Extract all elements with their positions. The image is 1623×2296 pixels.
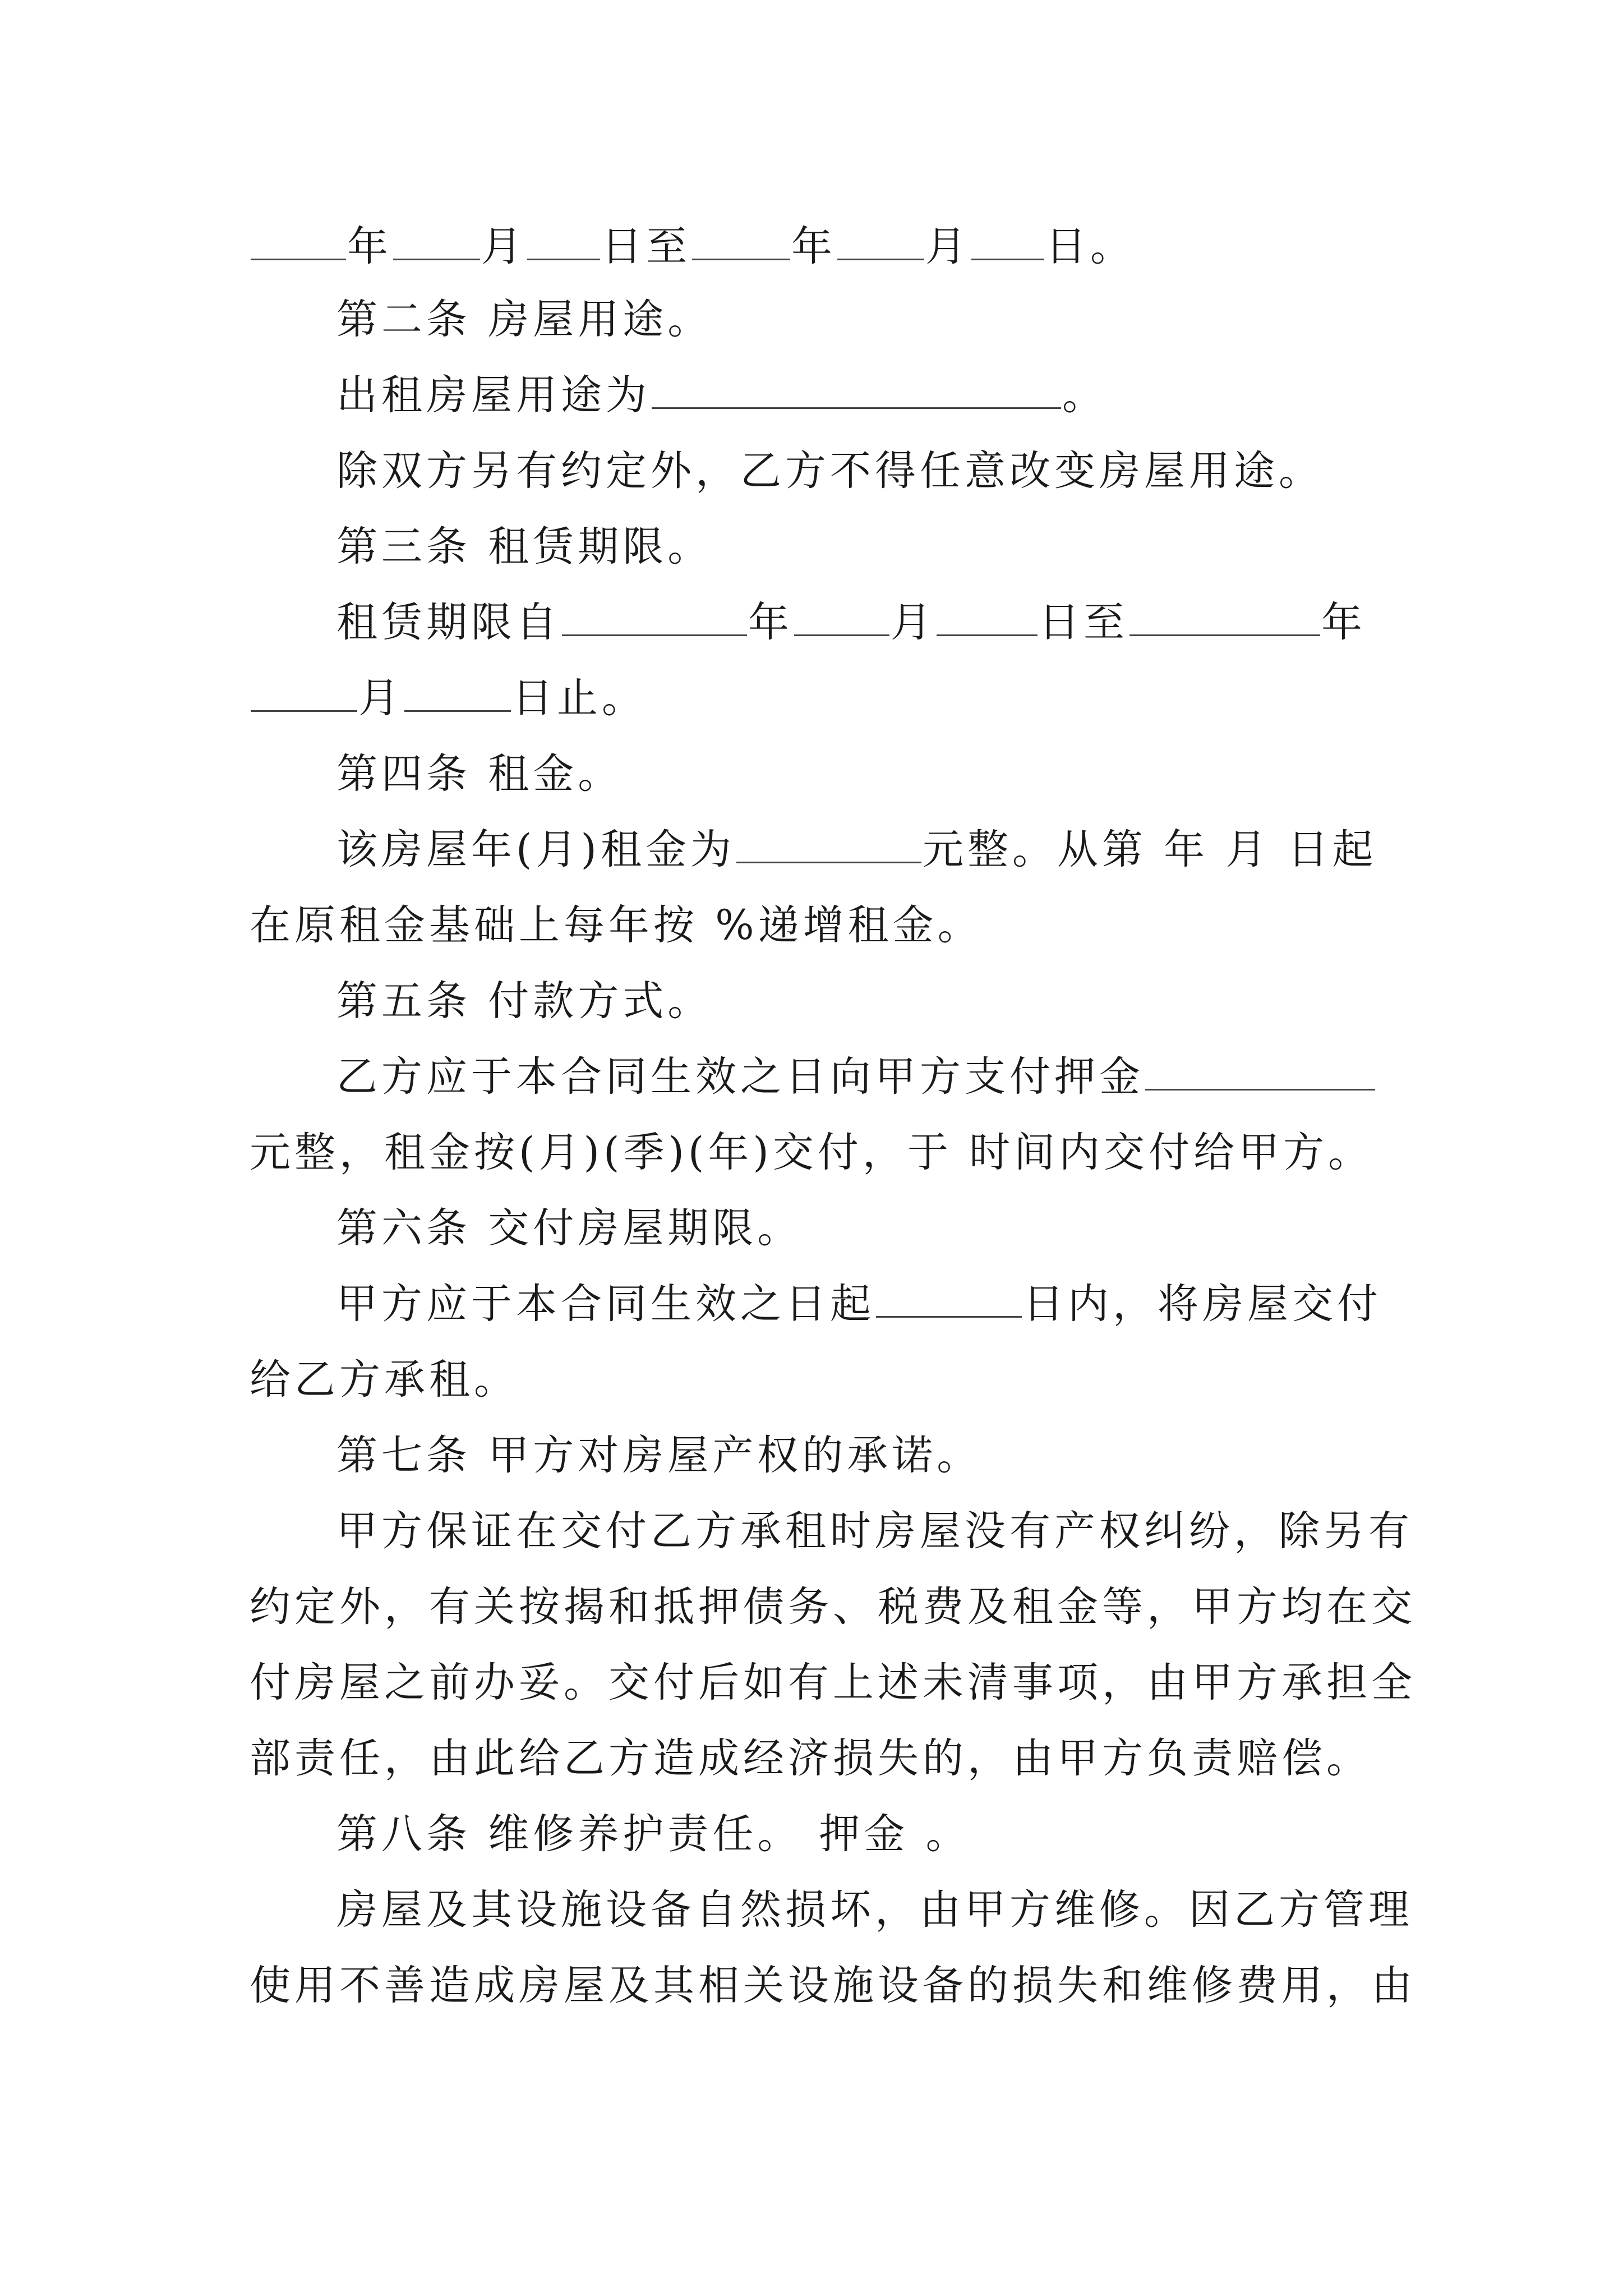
line-text: 年 xyxy=(347,223,392,270)
line-text: 第二条 房屋用途。 xyxy=(336,296,713,343)
line-text: 出租房屋用途为 xyxy=(336,371,651,419)
line-text: 月 xyxy=(925,223,970,270)
line-text: 年 xyxy=(1321,599,1366,646)
paragraph-line xyxy=(336,1049,1376,1105)
fill-in-blank xyxy=(837,224,924,260)
paragraph-line xyxy=(250,219,1135,275)
line-text: 月 xyxy=(481,223,526,270)
line-text: 日至 xyxy=(1039,599,1128,646)
paragraph-line xyxy=(336,1882,1413,1938)
line-text: 第三条 租赁期限。 xyxy=(336,523,713,570)
fill-in-blank xyxy=(736,827,921,863)
line-text: 日止。 xyxy=(512,674,647,722)
paragraph-line xyxy=(336,292,712,348)
fill-in-blank xyxy=(404,675,511,712)
line-text: 甲方保证在交付乙方承租时房屋没有产权纠纷，除另有 xyxy=(336,1507,1413,1555)
paragraph-line xyxy=(250,1731,1371,1787)
paragraph-line xyxy=(250,1655,1416,1711)
fill-in-blank xyxy=(652,372,1061,409)
paragraph-line xyxy=(336,1276,1382,1332)
line-text: 房屋及其设施设备自然损坏，由甲方维修。因乙方管理 xyxy=(336,1886,1413,1934)
fill-in-blank xyxy=(971,224,1044,260)
fill-in-blank xyxy=(251,675,357,712)
fill-in-blank xyxy=(527,224,600,260)
paragraph-line xyxy=(336,1428,981,1484)
line-text: 。 xyxy=(1062,371,1107,419)
paragraph-line xyxy=(250,898,983,954)
line-text: 乙方应于本合同生效之日向甲方支付押金 xyxy=(336,1053,1144,1101)
line-text: 元整，租金按(月)(季)(年)交付，于 时间内交付给甲方。 xyxy=(250,1129,1373,1176)
paragraph-line xyxy=(336,1806,971,1862)
line-text: 年 xyxy=(791,223,836,270)
line-text: 除双方另有约定外，乙方不得任意改变房屋用途。 xyxy=(336,447,1324,495)
line-text: 使用不善造成房屋及其相关设施设备的损失和维修费用，由 xyxy=(250,1962,1416,2009)
paragraph-line xyxy=(336,1503,1413,1559)
line-text: 甲方应于本合同生效之日起 xyxy=(336,1280,875,1328)
fill-in-blank xyxy=(794,600,889,636)
paragraph-line xyxy=(336,519,712,575)
fill-in-blank xyxy=(692,224,790,260)
paragraph-line xyxy=(336,1200,802,1257)
line-text: 第五条 付款方式。 xyxy=(336,977,713,1025)
line-text: 约定外，有关按揭和抵押债务、税费及租金等，甲方均在交 xyxy=(250,1583,1416,1631)
line-text: 元整。从第 年 月 日起 xyxy=(922,826,1377,873)
paragraph-line xyxy=(336,367,1107,424)
line-text: 该房屋年(月)租金为 xyxy=(336,826,735,873)
fill-in-blank xyxy=(1145,1054,1375,1091)
fill-in-blank xyxy=(562,600,747,636)
fill-in-blank xyxy=(251,224,346,260)
line-text: 年 xyxy=(748,599,793,646)
paragraph-line xyxy=(250,1958,1416,2014)
fill-in-blank xyxy=(876,1281,1022,1318)
paragraph-line xyxy=(250,1579,1416,1635)
line-text: 月 xyxy=(891,599,935,646)
paragraph-line xyxy=(250,1352,519,1408)
fill-in-blank xyxy=(1129,600,1320,636)
line-text: 第八条 维修养护责任。 押金 。 xyxy=(336,1810,971,1858)
line-text: 第六条 交付房屋期限。 xyxy=(336,1204,803,1252)
line-text: 月 xyxy=(358,674,403,722)
paragraph-line xyxy=(336,595,1366,651)
line-text: 给乙方承租。 xyxy=(250,1356,519,1404)
paragraph-line xyxy=(336,443,1324,499)
line-text: 第七条 甲方对房屋产权的承诺。 xyxy=(336,1432,982,1479)
paragraph-line xyxy=(250,670,647,726)
fill-in-blank xyxy=(937,600,1038,636)
line-text: 部责任，由此给乙方造成经济损失的，由甲方负责赔偿。 xyxy=(250,1734,1371,1782)
paragraph-line xyxy=(336,822,1377,878)
line-text: 第四条 租金。 xyxy=(336,750,623,798)
line-text: 租赁期限自 xyxy=(336,599,561,646)
line-text: 日至 xyxy=(601,223,691,270)
line-text: 日。 xyxy=(1045,223,1135,270)
line-text: 日内，将房屋交付 xyxy=(1023,1280,1382,1328)
paragraph-line xyxy=(250,1125,1373,1181)
line-text: 在原租金基础上每年按 %递增租金。 xyxy=(250,901,983,949)
line-text: 付房屋之前办妥。交付后如有上述未清事项，由甲方承担全 xyxy=(250,1659,1416,1706)
fill-in-blank xyxy=(393,224,480,260)
paragraph-line xyxy=(336,746,623,802)
paragraph-line xyxy=(336,973,712,1029)
